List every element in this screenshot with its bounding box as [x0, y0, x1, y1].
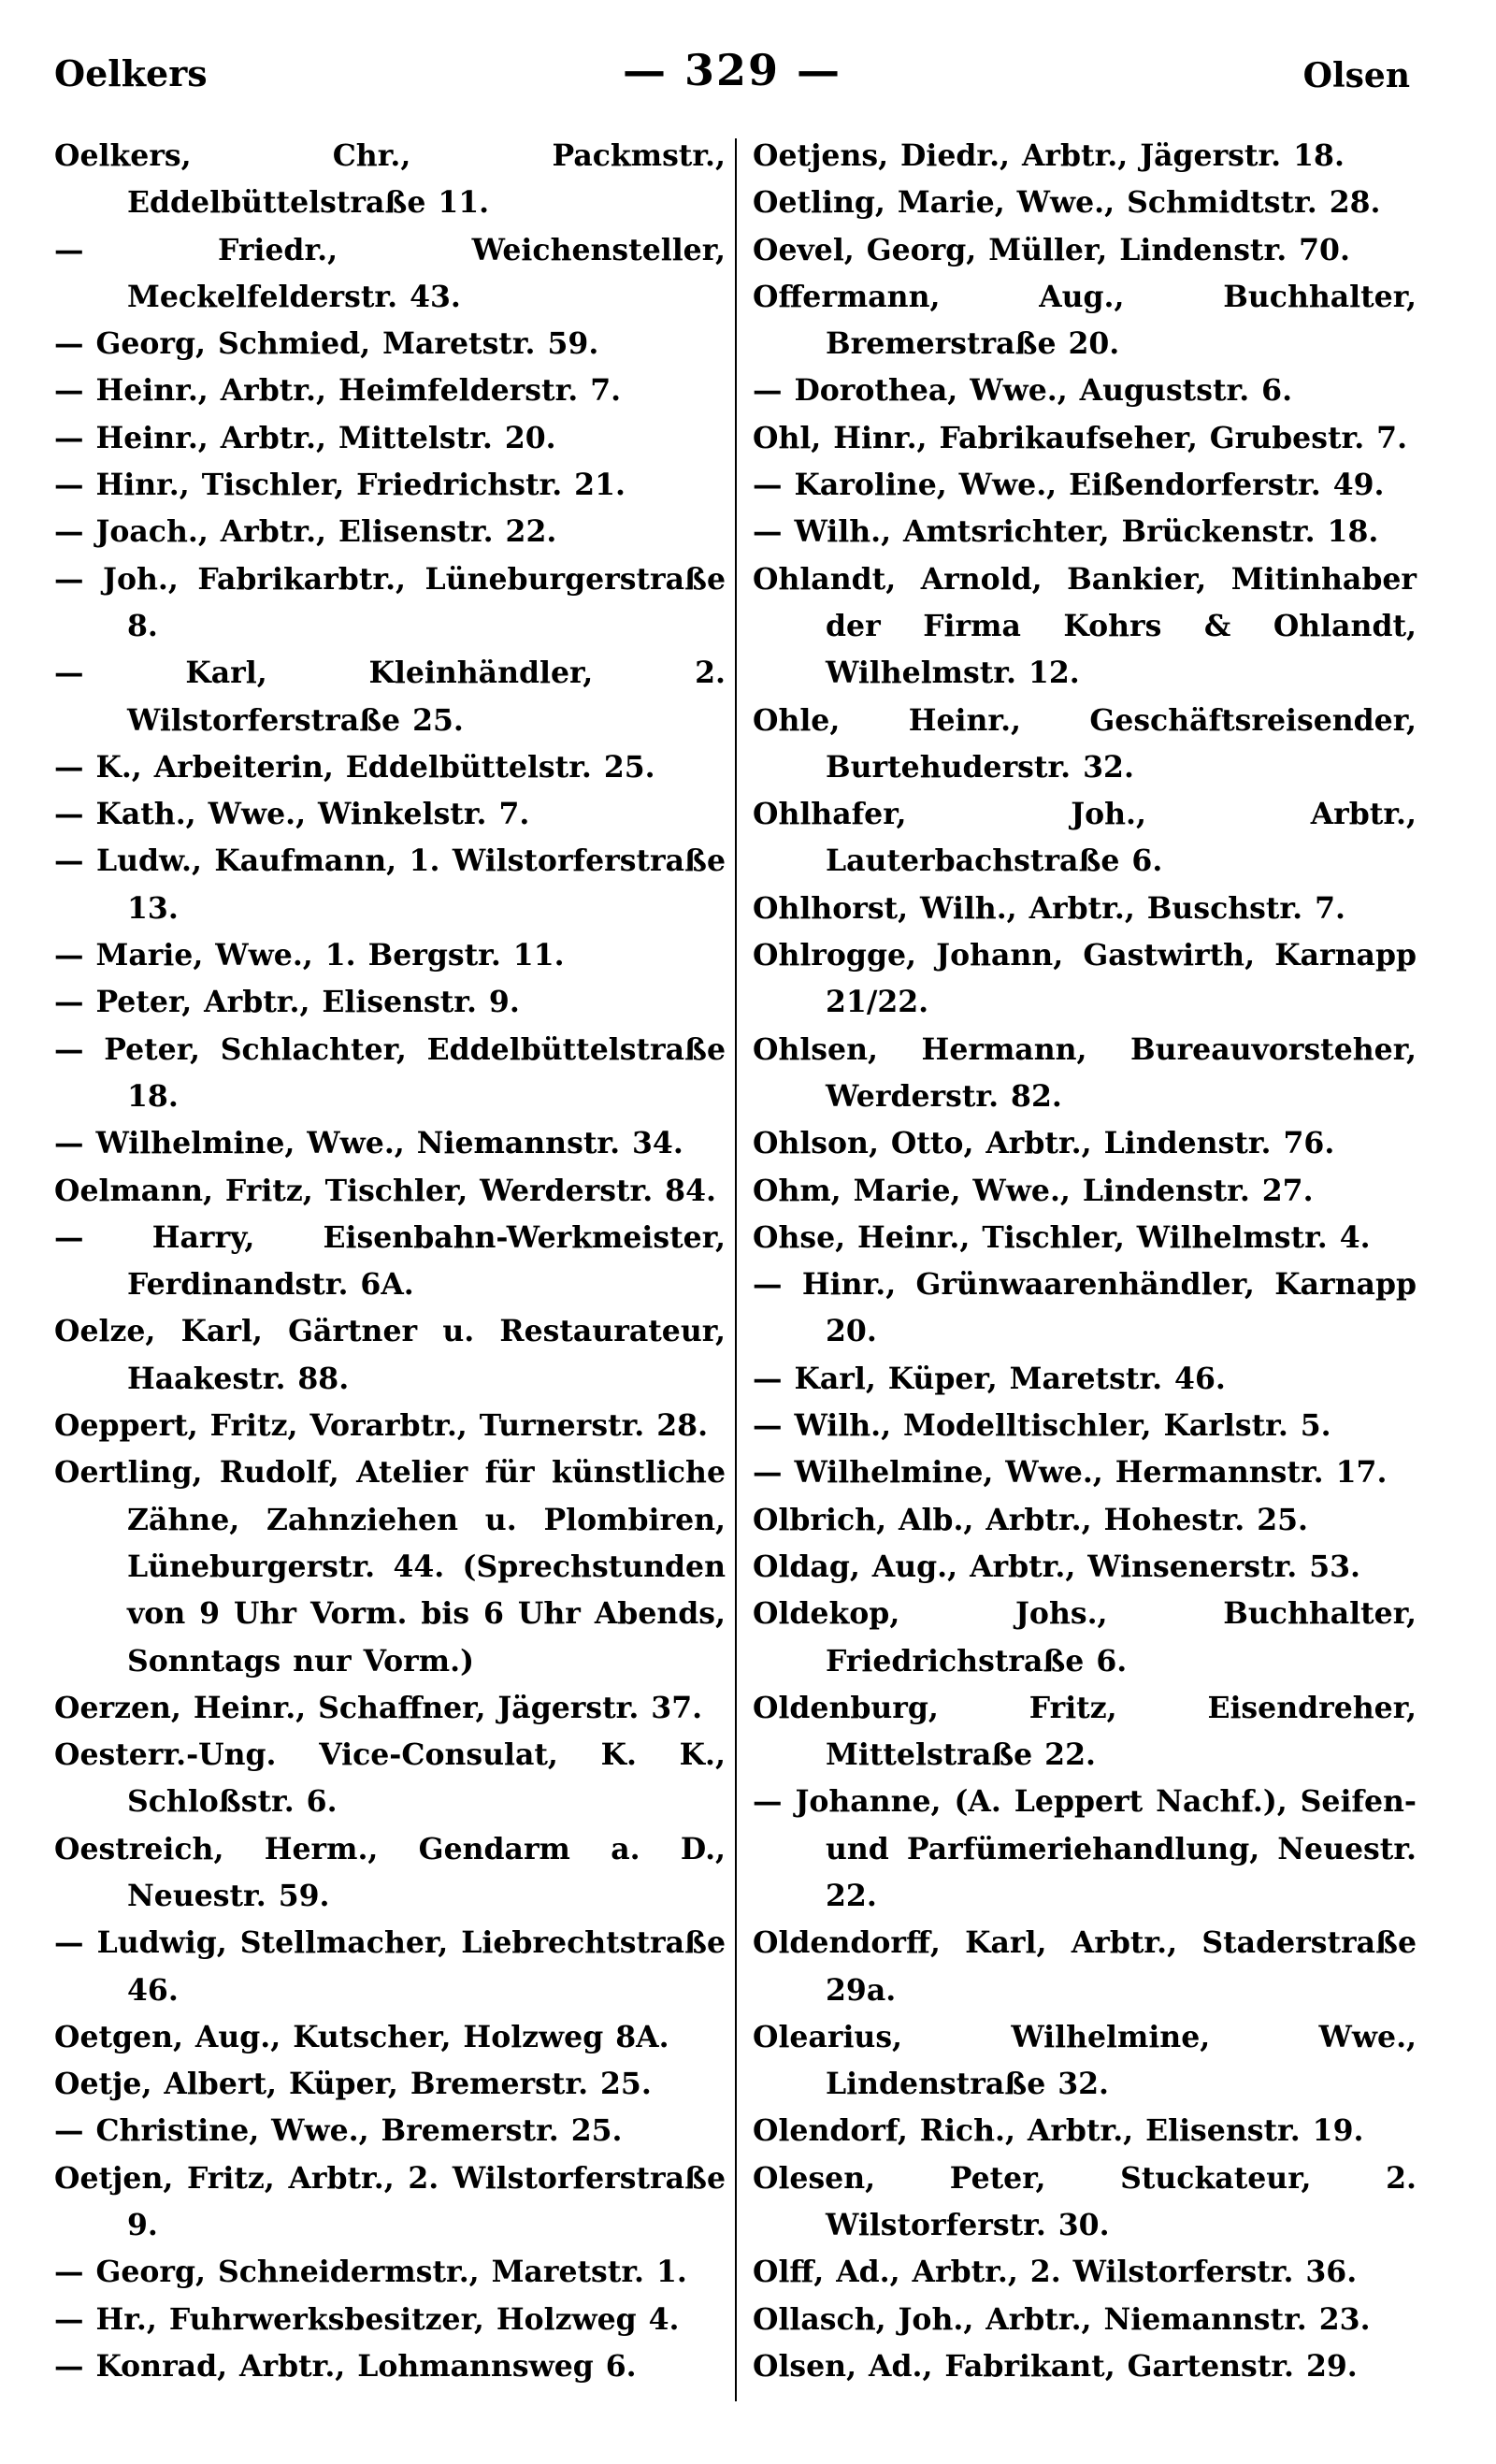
column-divider [735, 138, 737, 2401]
directory-entry: — Hinr., Grünwaarenhändler, Karnapp 20. [753, 1267, 1417, 1349]
directory-entry: Oelkers, Chr., Packmstr., Eddelbüttelstraße 11. [54, 138, 726, 221]
directory-entry: Oesterr.-Ung. Vice-Consulat, K. K., Schloßstr. 6. [54, 1737, 726, 1820]
directory-entry: — Hinr., Tischler, Friedrichstr. 21. [54, 468, 626, 503]
directory-entry: — Karoline, Wwe., Eißendorferstr. 49. [753, 468, 1385, 503]
directory-entry: — Johanne, (A. Leppert Nachf.), Seifen- und Parfümeriehandlung, Neuestr. 22. [753, 1784, 1417, 1913]
directory-entry: Oetjen, Fritz, Arbtr., 2. Wilstorferstraße 9. [54, 2160, 726, 2243]
directory-entry: — Peter, Arbtr., Elisenstr. 9. [54, 985, 520, 1020]
directory-entry: — Dorothea, Wwe., Auguststr. 6. [753, 373, 1293, 409]
directory-entry: Ollasch, Joh., Arbtr., Niemannstr. 23. [753, 2301, 1371, 2337]
directory-entry: — Ludwig, Stellmacher, Liebrechtstraße 46. [54, 1925, 726, 2008]
directory-entry: Ohlson, Otto, Arbtr., Lindenstr. 76. [753, 1126, 1335, 1161]
directory-entry: Oldendorff, Karl, Arbtr., Staderstraße 29a. [753, 1925, 1417, 2008]
directory-entry: — Wilhelmine, Wwe., Niemannstr. 34. [54, 1126, 683, 1161]
directory-entry: Ohlhafer, Joh., Arbtr., Lauterbachstraße 6. [753, 797, 1417, 879]
directory-entry: — Georg, Schmied, Maretstr. 59. [54, 326, 599, 362]
directory-entry: — Christine, Wwe., Bremerstr. 25. [54, 2113, 623, 2149]
running-head-left: Oelkers [54, 52, 208, 94]
directory-entry: — Peter, Schlachter, Eddelbüttelstraße 18. [54, 1031, 726, 1114]
directory-entry: Offermann, Aug., Buchhalter, Bremerstraße 20. [753, 279, 1417, 362]
running-head [54, 45, 1410, 110]
directory-entry: Olff, Ad., Arbtr., 2. Wilstorferstr. 36. [753, 2255, 1358, 2290]
directory-entry: Oestreich, Herm., Gendarm a. D., Neuestr. 59. [54, 1831, 726, 1913]
directory-entry: Oldekop, Johs., Buchhalter, Friedrichstraße 6. [753, 1596, 1417, 1679]
directory-entry: Ohlsen, Hermann, Bureauvorsteher, Werderstr. 82. [753, 1031, 1417, 1114]
directory-entry: Oetje, Albert, Küper, Bremerstr. 25. [54, 2067, 652, 2102]
directory-entry: Olbrich, Alb., Arbtr., Hohestr. 25. [753, 1502, 1308, 1537]
directory-entry: Oelmann, Fritz, Tischler, Werderstr. 84. [54, 1173, 716, 1208]
directory-entry: — Ludw., Kaufmann, 1. Wilstorferstraße 13. [54, 843, 726, 926]
directory-entry: — Heinr., Arbtr., Mittelstr. 20. [54, 420, 556, 455]
directory-entry: Oelze, Karl, Gärtner u. Restaurateur, Haakestr. 88. [54, 1314, 726, 1396]
directory-entry: Ohse, Heinr., Tischler, Wilhelmstr. 4. [753, 1219, 1371, 1255]
directory-entry: — Wilh., Amtsrichter, Brückenstr. 18. [753, 514, 1379, 550]
directory-entry: Oetling, Marie, Wwe., Schmidtstr. 28. [753, 185, 1381, 221]
directory-entry: — Kath., Wwe., Winkelstr. 7. [54, 797, 530, 832]
running-head-right: Olsen [1302, 56, 1410, 95]
directory-entry: — Karl, Küper, Maretstr. 46. [753, 1361, 1226, 1396]
directory-entry: Ohlrogge, Johann, Gastwirth, Karnapp 21/22. [753, 938, 1417, 1020]
page-number: — 329 — [622, 45, 842, 95]
directory-entry: — Konrad, Arbtr., Lohmannsweg 6. [54, 2348, 637, 2384]
directory-entry: — Joh., Fabrikarbtr., Lüneburgerstraße 8. [54, 561, 726, 643]
directory-entry: Oldenburg, Fritz, Eisendreher, Mittelstraße 22. [753, 1690, 1417, 1773]
directory-entry: Ohlandt, Arnold, Bankier, Mitinhaber der Firma Kohrs & Ohlandt, Wilhelmstr. 12. [753, 561, 1417, 691]
directory-entry: — Marie, Wwe., 1. Bergstr. 11. [54, 938, 565, 973]
directory-entry: — Friedr., Weichensteller, Meckelfelderstr. 43. [54, 232, 726, 314]
directory-entry: — Wilhelmine, Wwe., Hermannstr. 17. [753, 1455, 1388, 1491]
directory-entry: — Harry, Eisenbahn-Werkmeister, Ferdinandstr. 6A. [54, 1219, 726, 1303]
directory-entry: Olearius, Wilhelmine, Wwe., Lindenstraße 32. [753, 2019, 1417, 2102]
directory-entry: Olesen, Peter, Stuckateur, 2. Wilstorferstr. 30. [753, 2160, 1417, 2243]
directory-entry: Oetgen, Aug., Kutscher, Holzweg 8A. [54, 2019, 669, 2054]
directory-entry: Olendorf, Rich., Arbtr., Elisenstr. 19. [753, 2113, 1364, 2149]
directory-entry: Oetjens, Diedr., Arbtr., Jägerstr. 18. [753, 138, 1345, 173]
directory-entry: Oeppert, Fritz, Vorarbtr., Turnerstr. 28. [54, 1408, 709, 1444]
directory-entry: Olsen, Ad., Fabrikant, Gartenstr. 29. [753, 2348, 1358, 2384]
left-column [54, 133, 726, 2390]
directory-entry: Ohl, Hinr., Fabrikaufseher, Grubestr. 7. [753, 420, 1408, 455]
directory-entry: Ohm, Marie, Wwe., Lindenstr. 27. [753, 1173, 1314, 1208]
directory-entry: — K., Arbeiterin, Eddelbüttelstr. 25. [54, 749, 655, 785]
directory-entry: Ohlhorst, Wilh., Arbtr., Buschstr. 7. [753, 890, 1345, 926]
directory-entry: — Heinr., Arbtr., Heimfelderstr. 7. [54, 373, 622, 409]
directory-entry: — Georg, Schneidermstr., Maretstr. 1. [54, 2255, 687, 2290]
directory-entry: Oevel, Georg, Müller, Lindenstr. 70. [753, 232, 1350, 267]
directory-entry: Oldag, Aug., Arbtr., Winsenerstr. 53. [753, 1549, 1361, 1584]
right-column [753, 133, 1417, 2390]
directory-entry: — Wilh., Modelltischler, Karlstr. 5. [753, 1408, 1331, 1444]
directory-entry: Oerzen, Heinr., Schaffner, Jägerstr. 37. [54, 1690, 703, 1725]
directory-entry: — Karl, Kleinhändler, 2. Wilstorferstraße 25. [54, 656, 726, 738]
directory-entry: Ohle, Heinr., Geschäftsreisender, Burtehuderstr. 32. [753, 702, 1417, 785]
directory-entry: — Hr., Fuhrwerksbesitzer, Holzweg 4. [54, 2301, 680, 2337]
directory-entry: — Joach., Arbtr., Elisenstr. 22. [54, 514, 557, 550]
directory-entry: Oertling, Rudolf, Atelier für künstliche Zähne, Zahnziehen u. Plombiren, Lüneburgerstr. 44. (Sprechstunden von 9 Uhr Vorm. bis 6 Uhr Abends, Sonntags nur Vorm.) [54, 1455, 726, 1679]
